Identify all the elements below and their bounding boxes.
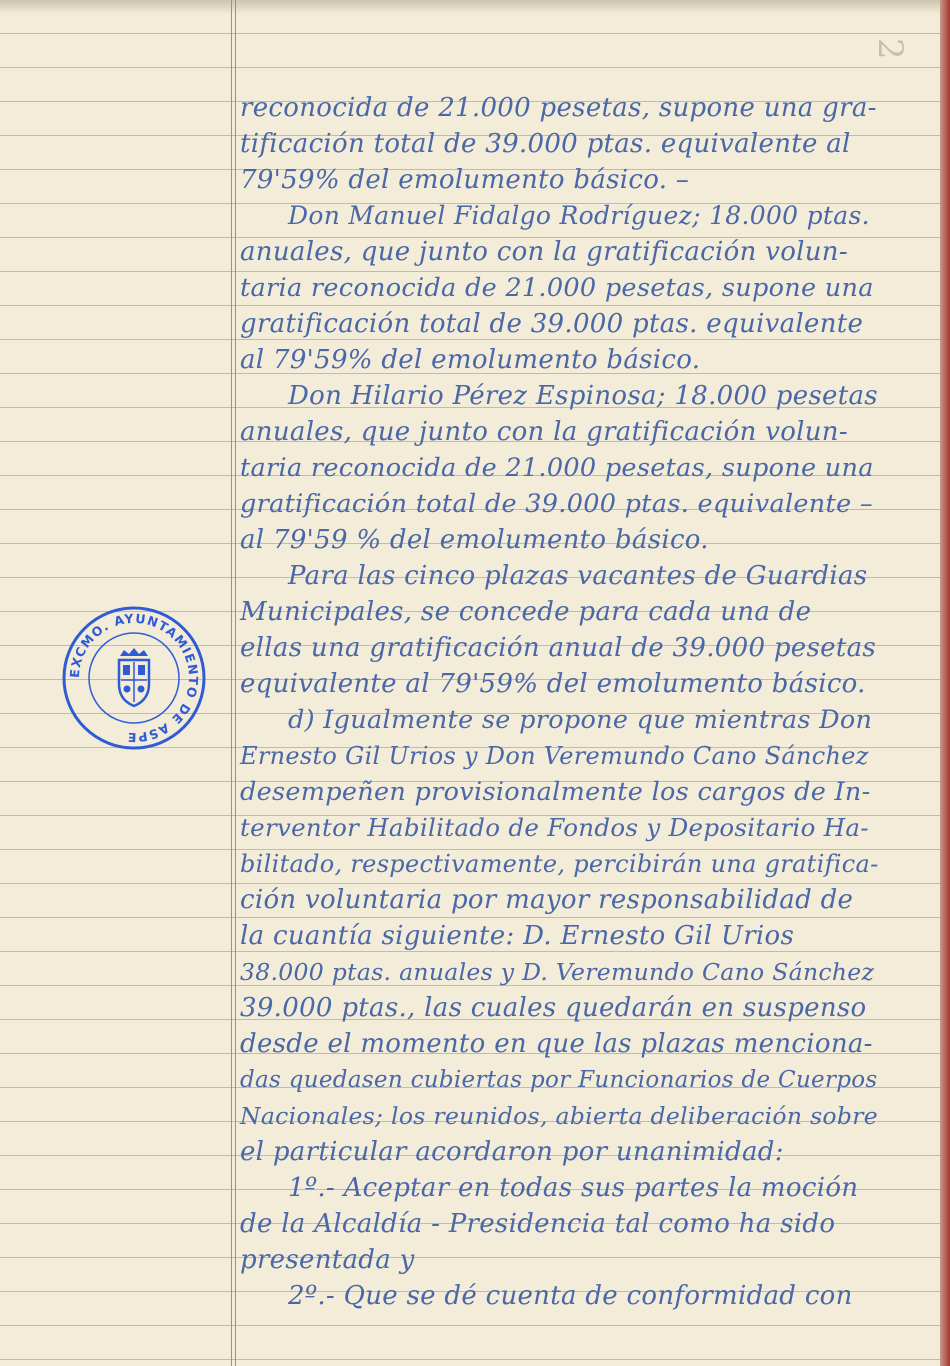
text-line: Nacionales; los reunidos, abierta deliberación sobre [240,1102,878,1130]
text-line: ción voluntaria por mayor responsabilidad de [240,885,854,915]
text-line: 1º.- Aceptar en todas sus partes la moción [288,1173,859,1203]
text-line: taria reconocida de 21.000 pesetas, supone una [240,453,874,483]
stamp-text: EXCMO. AYUNTAMIENTO DE ASPE [66,610,202,746]
text-line: de la Alcaldía - Presidencia tal como ha sido [240,1209,836,1239]
ayuntamiento-stamp [60,604,208,752]
text-line: d) Igualmente se propone que mientras Don [288,705,873,735]
text-line: desempeñen provisionalmente los cargos de In- [240,777,871,807]
text-line: la cuantía siguiente: D. Ernesto Gil Urios [240,921,795,951]
text-line: gratificación total de 39.000 ptas. equivalente – [240,489,873,519]
text-line: Don Manuel Fidalgo Rodríguez; 18.000 ptas. [288,201,870,230]
text-line: bilitado, respectivamente, percibirán una gratifica- [240,850,879,878]
text-line: 38.000 ptas. anuales y D. Veremundo Cano Sánchez [240,958,875,986]
text-line: desde el momento en que las plazas menciona- [240,1029,873,1059]
red-binding-edge [940,0,950,1366]
text-line: reconocida de 21.000 pesetas, supone una gra- [240,93,877,123]
text-line: tificación total de 39.000 ptas. equivalente al [240,129,851,159]
text-line: 2º.- Que se dé cuenta de conformidad con [288,1281,853,1311]
text-line: al 79'59 % del emolumento básico. [240,525,709,555]
text-line: Ernesto Gil Urios y Don Veremundo Cano Sánchez [240,742,869,770]
text-line: al 79'59% del emolumento básico. [240,345,701,375]
text-line: Municipales, se concede para cada una de [240,597,812,627]
page-number: 2 [870,38,910,60]
text-line: anuales, que junto con la gratificación volun- [240,417,848,447]
top-shadow [0,0,950,14]
margin-line-left [231,0,232,1366]
text-line: das quedasen cubiertas por Funcionarios de Cuerpos [240,1067,878,1093]
text-line: gratificación total de 39.000 ptas. equivalente [240,309,864,339]
handwritten-text [240,90,880,1314]
coat-of-arms-icon [119,648,149,706]
text-line: Don Hilario Pérez Espinosa; 18.000 pesetas [288,381,878,411]
text-line: terventor Habilitado de Fondos y Depositario Ha- [240,813,869,842]
text-line: 39.000 ptas., las cuales quedarán en suspenso [240,993,867,1023]
text-line: ellas una gratificación anual de 39.000 pesetas [240,633,877,663]
text-line: anuales, que junto con la gratificación volun- [240,237,848,267]
text-line: equivalente al 79'59% del emolumento básico. [240,669,866,699]
text-line: taria reconocida de 21.000 pesetas, supone una [240,273,874,303]
text-line: Para las cinco plazas vacantes de Guardias [288,561,868,591]
text-line: el particular acordaron por unanimidad: [240,1137,784,1167]
text-line: presentada y [240,1245,415,1275]
text-line: 79'59% del emolumento básico. – [240,165,690,195]
margin-line-right [235,0,236,1366]
